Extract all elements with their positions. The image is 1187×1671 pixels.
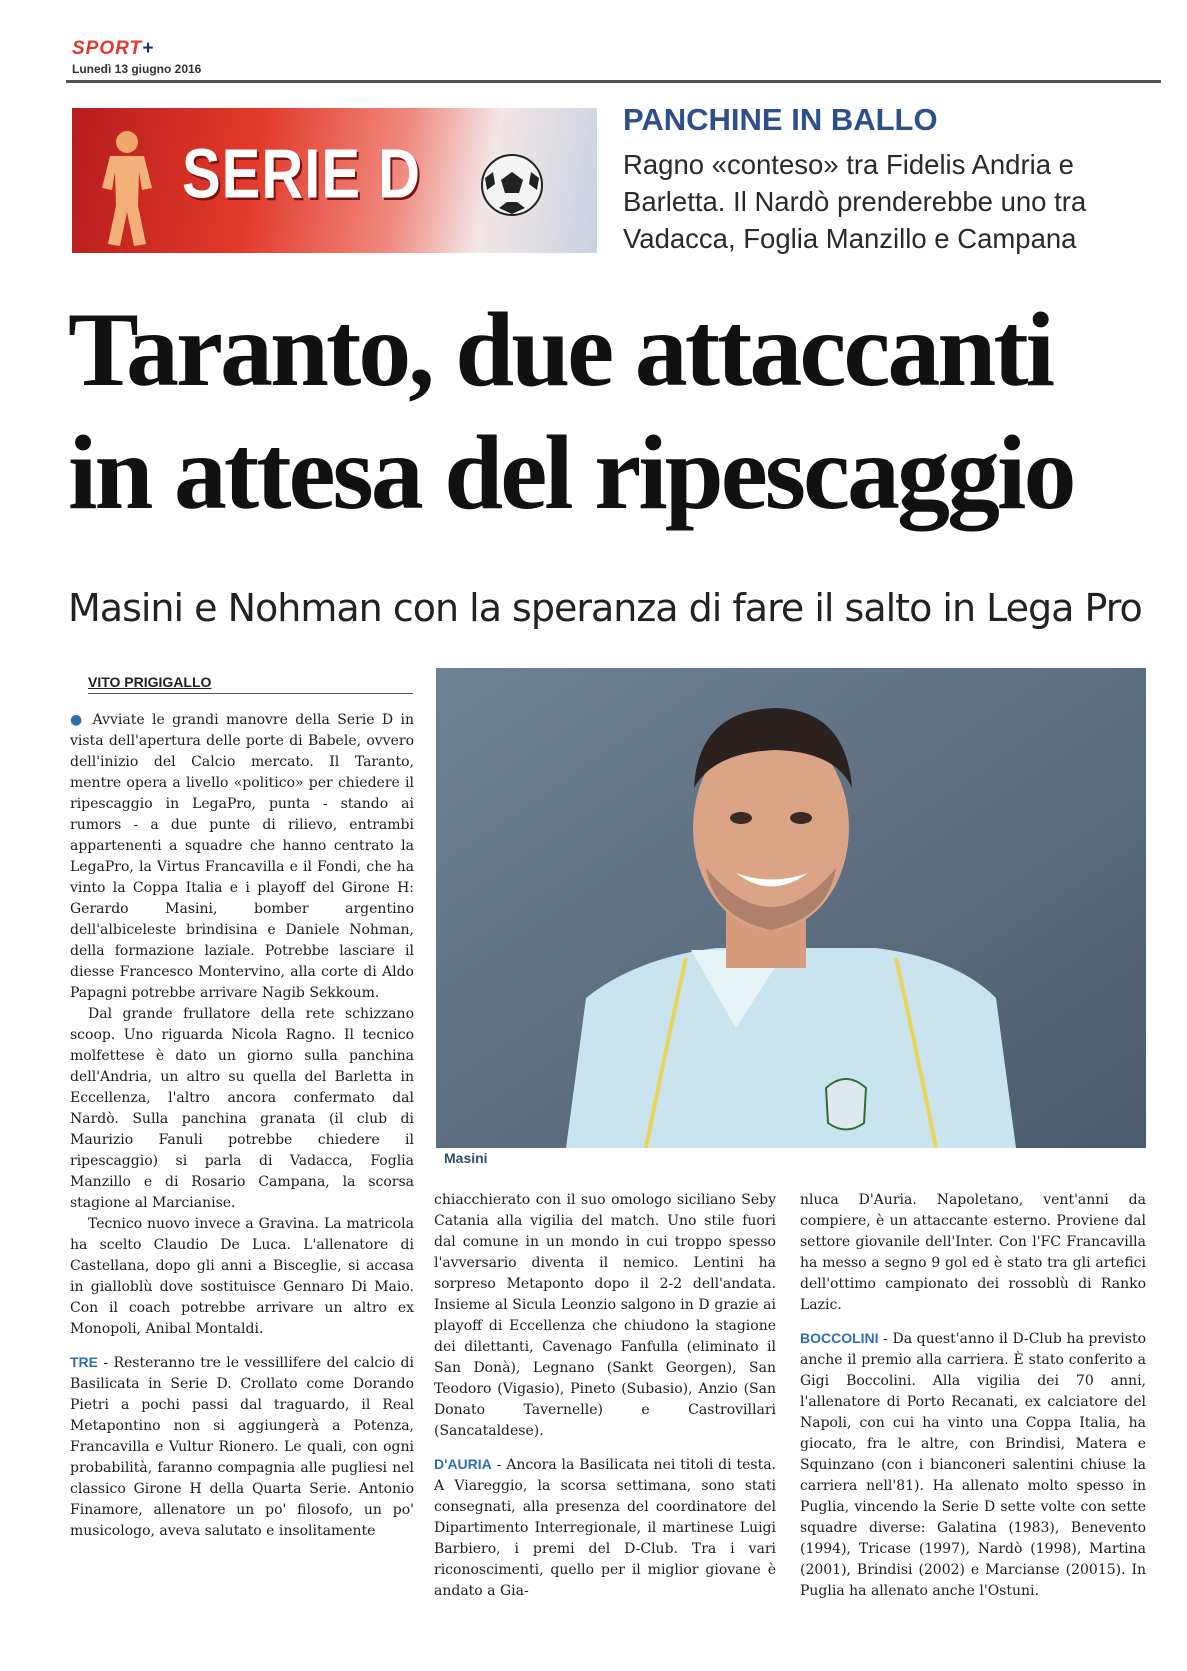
headline-line-2: in attesa del ripescaggio [68, 414, 1074, 531]
photo-image [436, 668, 1146, 1148]
section-banner [72, 108, 597, 253]
player-silhouette-icon [92, 128, 162, 248]
paragraph: chiacchierato con il suo omologo siciliano Seby Catania alla vigilia del match. Uno stile fuori dal comune in un mondo in cui troppo spesso l'avversario diventa il nemico. Lentini ha sorpreso Metaponto dopo il 2-2 dell'andata. Insieme al Sicula Leonzio salgono in D grazie ai playoff di Eccellenza che chiudono la stagione dei dilettanti, Cavenago Fanfulla (eliminato il San Donà), Legnano (Sankt Georgen), San Teodoro (Vigasio), Pineto (Subasio), Anzio (San Donato Tavernelle) e Castrovillari (Sancataldese). [434, 1192, 776, 1439]
paragraph [70, 1352, 414, 1542]
paragraph-text: - Da quest'anno il D-Club ha previsto anche il premio alla carriera. È stato conferito a Gigi Boccolini. Alla vigilia dei 70 anni, l'allenatore di Porto Recanati, ex calciatore del Napoli, con cui ha vinto una Coppa Italia, ha giocato, fra le altre, con Brindisi, Matera e Squinzano (con i bianconeri salentini chiuse la carriera nell'81). Ha allenato molto spesso in Puglia, vincendo la Serie D sette volte con sette squadre diverse: Galatina (1983), Benevento (1994), Tricase (1997), Nardò (1998), Martina (2001), Brindisi (2002) e Marcianse (20015). In Puglia ha allenato anche l'Ostuni. [800, 1331, 1146, 1599]
player-photo [436, 668, 1146, 1148]
brand-plus-text: + [142, 38, 155, 59]
paragraph [800, 1328, 1146, 1602]
header-divider [66, 80, 1161, 83]
paragraph [434, 1454, 776, 1602]
section-kicker: D'AURIA [434, 1456, 492, 1472]
headline-line-1: Taranto, due attaccanti [68, 291, 1053, 408]
issue-date: Lunedì 13 giugno 2016 [72, 62, 202, 76]
paragraph: Dal grande frullatore della rete schizzano scoop. Uno riguarda Nicola Ragno. Il tecnico molfettese è dato un giorno sulla panchina dell'Andria, un altro su quella del Barletta in Eccellenza, l'altro ancora confermato dal Nardò. Sulla panchina granata (il club di Maurizio Fanuli potrebbe chiedere il ripescaggio) si parla di Vadacca, Foglia Manzillo e di Rosario Campana, la scorsa stagione al Marcianise. [70, 1006, 414, 1211]
paragraph-text: Avviate le grandi manovre della Serie D in vista dell'apertura delle porte di Babele, ovvero dell'inizio del Calcio mercato. Il Taranto, mentre opera a livello «politico» per chiedere il ripescaggio in LegaPro, punta - stando ai rumors - a due punte di rilievo, entrambi appartenenti a squadre che hanno centrato la LegaPro, la Virtus Francavilla e il Fondi, che ha vinto la Coppa Italia e i playoff del Girone H: Gerardo Masini, bomber argentino dell'albiceleste brindisina e Daniele Nohman, della formazione laziale. Potrebbe lasciare il diesse Francesco Montervino, alla corte di Aldo Papagni potrebbe arrivare Nagib Sekkoum. [70, 712, 414, 1001]
section-kicker: TRE [70, 1354, 98, 1370]
paragraph [70, 710, 414, 1004]
sidebar-text: Ragno «conteso» tra Fidelis Andria e Barletta. Il Nardò prenderebbe uno tra Vadacca, Foglia Manzillo e Campana [623, 149, 1087, 254]
byline-divider [88, 693, 413, 694]
article-column-3 [800, 1190, 1146, 1646]
article-column-2 [434, 1190, 776, 1646]
bullet-icon: ● [70, 712, 86, 728]
photo-caption: Masini [444, 1150, 488, 1166]
headline [68, 288, 1178, 534]
section-kicker: BOCCOLINI [800, 1330, 879, 1346]
paragraph: Tecnico nuovo invece a Gravina. La matricola ha scelto Claudio De Luca. L'allenatore di Castellana, dopo gli anni a Bisceglie, si accasa in gialloblù dove sostituisce Gennaro Di Maio. Con il coach potrebbe arrivare un altro ex Monopoli, Anibal Montaldi. [70, 1216, 414, 1337]
sidebar-kicker: PANCHINE IN BALLO [623, 102, 938, 137]
soccer-ball-icon [477, 150, 547, 220]
brand-sport-text: SPORT [72, 38, 143, 59]
banner-label: SERIE D [182, 135, 422, 214]
byline: VITO PRIGIGALLO [88, 674, 212, 690]
paragraph-text: - Ancora la Basilicata nei titoli di testa. A Viareggio, la scorsa settimana, sono stati consegnati, alla presenza del coordinatore del Dipartimento Interregionale, il martinese Luigi Barbiero, i premi del D-Club. Tra i vari riconoscimenti, quello per il miglior giovane è andato a Gia- [434, 1457, 776, 1599]
subheadline: Masini e Nohman con la speranza di fare il salto in Lega Pro [68, 586, 1142, 630]
paragraph-text: - Resteranno tre le vessillifere del calcio di Basilicata in Serie D. Crollato come Dorando Pietri a pochi passi dal traguardo, il Real Metapontino non si aggiungerà a Potenza, Francavilla e Vultur Rionero. Le quali, con ogni probabilità, faranno compagnia alle pugliesi nel classico Girone H della Quarta Serie. Antonio Finamore, allenatore un po' filosofo, un po' musicologo, aveva salutato e insolitamente [70, 1355, 414, 1539]
article-column-1 [70, 710, 414, 1646]
brand-logo [72, 38, 154, 60]
paragraph: nluca D'Auria. Napoletano, vent'anni da compiere, è un attaccante esterno. Proviene dal settore giovanile dell'Inter. Con l'FC Francavilla ha messo a segno 9 gol ed è stato tra gli artefici dell'ottimo campionato dei rossoblù di Ranko Lazic. [800, 1192, 1146, 1313]
